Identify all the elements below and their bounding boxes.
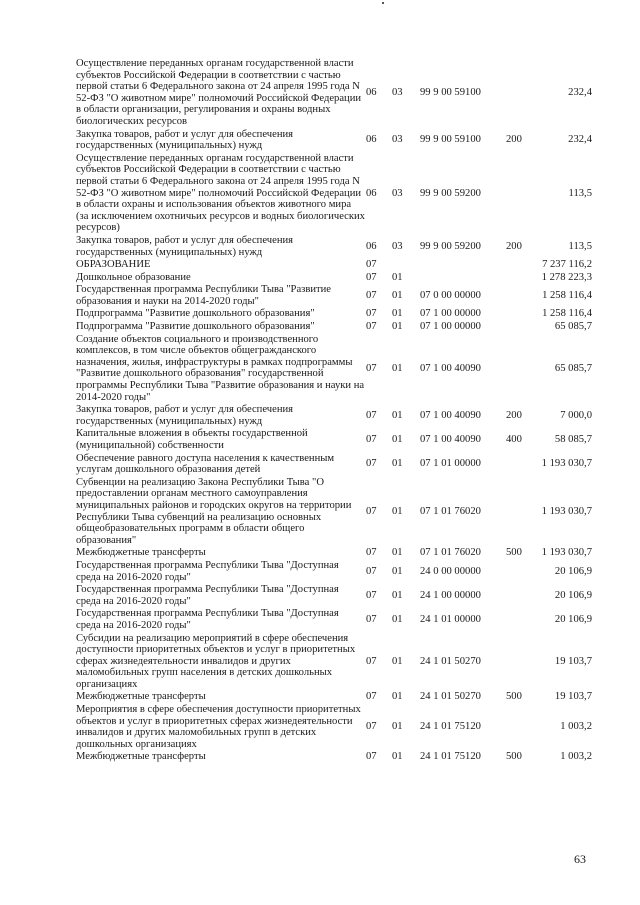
row-amount: 1 258 116,4 — [542, 308, 592, 320]
table-row — [76, 307, 592, 320]
row-subsection-code: 01 — [392, 721, 403, 733]
table-row — [76, 559, 592, 583]
row-expense-type-code — [506, 333, 540, 404]
row-expense-type-code — [506, 632, 540, 691]
row-expense-type-code: 400 — [506, 434, 522, 446]
row-section-code: 06 — [366, 187, 377, 199]
row-target-article-code: 24 1 00 00000 — [420, 589, 481, 601]
row-expense-type-code — [506, 559, 540, 583]
row-target-article-code: 07 1 00 40090 — [420, 362, 481, 374]
row-name: Межбюджетные трансферты — [76, 751, 206, 763]
row-target-article-code: 07 1 00 40090 — [420, 434, 481, 446]
row-name: Государственная программа Республики Тыва "Доступная среда на 2016-2020 годы" — [76, 559, 339, 583]
row-name: Закупка товаров, работ и услуг для обеспечения государственных (муниципальных) нужд — [76, 404, 294, 427]
row-section-code: 07 — [366, 751, 377, 763]
row-amount: 1 258 116,4 — [542, 290, 592, 302]
row-target-article-code: 07 1 01 76020 — [420, 505, 481, 517]
row-target-article-code: 07 1 00 00000 — [420, 308, 481, 320]
row-amount: 65 085,7 — [554, 321, 592, 333]
table-row — [76, 152, 592, 234]
row-amount: 20 106,9 — [554, 589, 592, 601]
row-name: Подпрограмма "Развитие дошкольного образования" — [76, 308, 315, 320]
page-number: 63 — [574, 852, 586, 866]
budget-table-body — [76, 58, 592, 763]
row-subsection-code: 03 — [392, 134, 403, 146]
row-section-code: 07 — [366, 589, 377, 601]
row-section-code: 07 — [366, 655, 377, 667]
row-subsection-code: 01 — [392, 565, 403, 577]
row-target-article-code: 24 1 01 75120 — [420, 751, 481, 763]
row-name: Дошкольное образование — [76, 271, 191, 283]
row-expense-type-code — [506, 152, 540, 234]
row-section-code: 06 — [366, 86, 377, 98]
row-expense-type-code: 200 — [506, 410, 522, 422]
row-amount: 113,5 — [568, 240, 592, 252]
row-name: Межбюджетные трансферты — [76, 691, 206, 703]
row-amount: 58 085,7 — [554, 434, 592, 446]
row-expense-type-code — [506, 307, 540, 320]
table-row — [76, 690, 592, 703]
row-amount: 7 237 116,2 — [542, 259, 592, 271]
row-subsection-code: 01 — [392, 505, 403, 517]
row-section-code: 07 — [366, 290, 377, 302]
row-section-code: 07 — [366, 321, 377, 333]
row-name: Субвенции на реализацию Закона Республики Тыва "О предоставлении органам местного самоуправления муниципальных районов и городских округов на территории Республики Тыва субвенций на реализацию основных общеобразовательных программ в области общего образования" — [76, 476, 352, 546]
row-amount: 113,5 — [568, 187, 592, 199]
row-name: Субсидии на реализацию мероприятий в сфере обеспечения доступности приоритетных объектов и услуг в приоритетных сферах жизнедеятельности инвалидов и других маломобильных групп населения в детских дошкольных организациях — [76, 632, 356, 690]
row-expense-type-code — [506, 58, 540, 128]
row-section-code: 07 — [366, 691, 377, 703]
row-amount: 232,4 — [568, 86, 592, 98]
row-amount: 19 103,7 — [554, 655, 592, 667]
row-name: Государственная программа Республики Тыва "Доступная среда на 2016-2020 годы" — [76, 608, 339, 631]
row-expense-type-code — [506, 452, 540, 476]
row-section-code: 07 — [366, 434, 377, 446]
row-subsection-code: 03 — [392, 240, 403, 252]
row-amount: 232,4 — [568, 134, 592, 146]
row-section-code: 07 — [366, 259, 377, 271]
row-target-article-code: 07 1 00 40090 — [420, 410, 481, 422]
row-target-article-code: 24 1 01 75120 — [420, 721, 481, 733]
row-amount: 65 085,7 — [554, 362, 592, 374]
table-row — [76, 234, 592, 258]
row-target-article-code: 99 9 00 59100 — [420, 134, 481, 146]
row-section-code: 07 — [366, 458, 377, 470]
row-name: Капитальные вложения в объекты государственной (муниципальной) собственности — [76, 428, 308, 451]
row-section-code: 07 — [366, 410, 377, 422]
row-name: Подпрограмма "Развитие дошкольного образования" — [76, 321, 315, 333]
table-row — [76, 583, 592, 607]
row-expense-type-code: 500 — [506, 691, 522, 703]
row-target-article-code — [420, 271, 506, 284]
row-name: Осуществление переданных органам государственной власти субъектов Российской Федерации в соответствии с частью первой статьи 6 Федерального закона от 24 апреля 1995 года N 52-ФЗ "О животном мире" полномочий Российской Федерации в области охраны и использования объектов животного мира (за исключением охотничьих ресурсов и водных биологических ресурсов) — [76, 152, 365, 234]
row-name: Закупка товаров, работ и услуг для обеспечения государственных (муниципальных) нужд — [76, 128, 294, 152]
table-row — [76, 427, 592, 451]
row-subsection-code: 01 — [392, 655, 403, 667]
table-row — [76, 58, 592, 128]
row-name: Государственная программа Республики Тыва "Развитие образования и науки на 2014-2020 годы" — [76, 284, 332, 307]
row-section-code: 07 — [366, 308, 377, 320]
row-amount: 19 103,7 — [554, 691, 592, 703]
row-expense-type-code: 200 — [506, 134, 522, 146]
row-amount: 1 193 030,7 — [541, 505, 592, 517]
row-subsection-code: 03 — [392, 86, 403, 98]
row-name: Мероприятия в сфере обеспечения доступности приоритетных объектов и услуг в приоритетных сферах жизнедеятельности инвалидов и других маломобильных групп в детских дошкольных организациях — [76, 704, 361, 750]
row-name: Обеспечение равного доступа населения к качественным услугам дошкольного образования детей — [76, 452, 335, 476]
row-section-code: 07 — [366, 505, 377, 517]
row-name: Осуществление переданных органам государственной власти субъектов Российской Федерации в соответствии с частью первой статьи 6 Федерального закона от 24 апреля 1995 года N 52-ФЗ "О животном мире" полномочий Российской Федерации в области организации, регулирования и охраны водных биологических ресурсов — [76, 58, 362, 127]
row-amount: 1 278 223,3 — [541, 271, 592, 283]
row-expense-type-code: 500 — [506, 547, 522, 559]
table-row — [76, 632, 592, 691]
row-name: Закупка товаров, работ и услуг для обеспечения государственных (муниципальных) нужд — [76, 234, 294, 258]
row-target-article-code: 99 9 00 59100 — [420, 86, 481, 98]
row-section-code: 07 — [366, 547, 377, 559]
row-subsection-code — [392, 258, 420, 271]
row-target-article-code: 24 1 01 50270 — [420, 691, 481, 703]
row-section-code: 07 — [366, 565, 377, 577]
row-subsection-code: 01 — [392, 321, 403, 333]
row-target-article-code: 24 1 01 00000 — [420, 614, 481, 626]
row-subsection-code: 01 — [392, 434, 403, 446]
row-expense-type-code — [506, 258, 540, 271]
row-amount: 1 003,2 — [560, 721, 592, 733]
table-row — [76, 320, 592, 333]
row-amount: 7 000,0 — [560, 410, 592, 422]
table-row — [76, 476, 592, 547]
table-row — [76, 333, 592, 404]
row-subsection-code: 01 — [392, 271, 403, 283]
row-subsection-code: 01 — [392, 614, 403, 626]
row-subsection-code: 01 — [392, 410, 403, 422]
table-row — [76, 452, 592, 476]
row-amount: 1 193 030,7 — [541, 458, 592, 470]
row-amount: 20 106,9 — [554, 565, 592, 577]
row-expense-type-code — [506, 476, 540, 547]
row-target-article-code: 99 9 00 59200 — [420, 240, 481, 252]
table-row — [76, 128, 592, 152]
row-subsection-code: 01 — [392, 691, 403, 703]
row-subsection-code: 01 — [392, 751, 403, 763]
row-target-article-code: 07 1 00 00000 — [420, 321, 481, 333]
row-amount: 1 003,2 — [560, 751, 592, 763]
row-section-code: 07 — [366, 721, 377, 733]
row-expense-type-code — [506, 320, 540, 333]
row-subsection-code: 01 — [392, 589, 403, 601]
scan-mark — [382, 2, 384, 4]
row-expense-type-code — [506, 703, 540, 750]
table-row — [76, 283, 592, 307]
row-expense-type-code: 500 — [506, 751, 522, 763]
row-section-code: 07 — [366, 362, 377, 374]
table-row — [76, 607, 592, 631]
row-name: Создание объектов социального и производственного комплексов, в том числе объектов общегражданского назначения, жилья, инфраструктуры в рамках подпрограммы "Развитие дошкольного образования" государственной программы Республики Тыва "Развитие образования и науки на 2014-2020 годы" — [76, 333, 365, 403]
row-amount: 20 106,9 — [554, 614, 592, 626]
row-expense-type-code — [506, 271, 540, 284]
table-row — [76, 271, 592, 284]
row-target-article-code: 07 1 01 76020 — [420, 547, 481, 559]
table-row — [76, 546, 592, 559]
budget-table — [76, 58, 592, 763]
row-subsection-code: 01 — [392, 290, 403, 302]
table-row — [76, 258, 592, 271]
row-target-article-code: 07 0 00 00000 — [420, 290, 481, 302]
row-subsection-code: 01 — [392, 362, 403, 374]
row-target-article-code — [420, 258, 506, 271]
row-amount: 1 193 030,7 — [541, 547, 592, 559]
row-target-article-code: 24 0 00 00000 — [420, 565, 481, 577]
row-name: ОБРАЗОВАНИЕ — [76, 259, 151, 271]
table-row — [76, 403, 592, 427]
row-subsection-code: 03 — [392, 187, 403, 199]
row-subsection-code: 01 — [392, 547, 403, 559]
row-target-article-code: 24 1 01 50270 — [420, 655, 481, 667]
row-section-code: 06 — [366, 134, 377, 146]
row-expense-type-code — [506, 583, 540, 607]
row-section-code: 07 — [366, 271, 377, 283]
row-expense-type-code: 200 — [506, 240, 522, 252]
row-section-code: 07 — [366, 614, 377, 626]
row-subsection-code: 01 — [392, 458, 403, 470]
row-subsection-code: 01 — [392, 308, 403, 320]
row-expense-type-code — [506, 607, 540, 631]
row-name: Межбюджетные трансферты — [76, 547, 206, 559]
row-target-article-code: 07 1 01 00000 — [420, 458, 481, 470]
row-target-article-code: 99 9 00 59200 — [420, 187, 481, 199]
row-expense-type-code — [506, 283, 540, 307]
row-section-code: 06 — [366, 240, 377, 252]
row-name: Государственная программа Республики Тыва "Доступная среда на 2016-2020 годы" — [76, 584, 339, 607]
table-row — [76, 750, 592, 763]
table-row — [76, 703, 592, 750]
